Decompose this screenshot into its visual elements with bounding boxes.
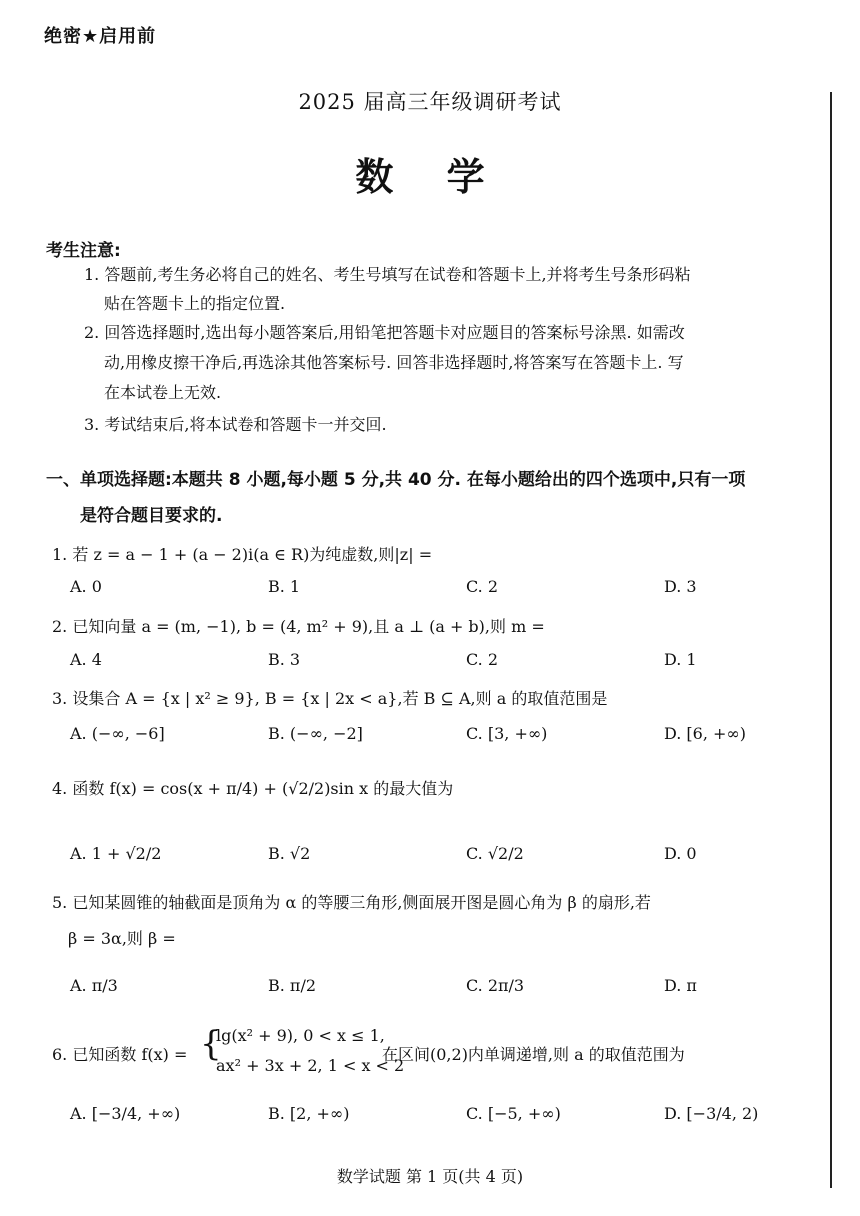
secret-mark: 绝密★启用前 bbox=[44, 26, 157, 47]
margin-line bbox=[830, 92, 832, 1188]
question-3-option-b[interactable]: B. (−∞, −2] bbox=[268, 724, 363, 743]
question-3-option-d[interactable]: D. [6, +∞) bbox=[664, 724, 746, 743]
question-5-option-b[interactable]: B. π/2 bbox=[268, 976, 317, 995]
question-1-option-b[interactable]: B. 1 bbox=[268, 577, 301, 596]
question-1-option-d[interactable]: D. 3 bbox=[664, 577, 697, 596]
question-6-option-a[interactable]: A. [−3/4, +∞) bbox=[70, 1104, 181, 1123]
question-5-stem-line-2: β = 3α,则 β = bbox=[68, 929, 176, 948]
question-2-option-c[interactable]: C. 2 bbox=[466, 650, 499, 669]
question-6-stem-prefix: 6. 已知函数 f(x) = bbox=[52, 1045, 188, 1064]
question-6-option-c[interactable]: C. [−5, +∞) bbox=[466, 1104, 561, 1123]
section-heading-line-2: 是符合题目要求的. bbox=[80, 506, 223, 526]
question-5-option-c[interactable]: C. 2π/3 bbox=[466, 976, 525, 995]
question-3-option-a[interactable]: A. (−∞, −6] bbox=[70, 724, 165, 743]
question-1-option-c[interactable]: C. 2 bbox=[466, 577, 499, 596]
question-4-option-a[interactable]: A. 1 + √2/2 bbox=[70, 844, 162, 863]
question-6-case-1: lg(x² + 9), 0 < x ≤ 1, bbox=[216, 1026, 385, 1045]
note-2-line-2: 动,用橡皮擦干净后,再选涂其他答案标号. 回答非选择题时,将答案写在答题卡上. 写 bbox=[104, 353, 684, 372]
page-footer: 数学试题 第 1 页(共 4 页) bbox=[336, 1167, 524, 1186]
note-2-line-3: 在本试卷上无效. bbox=[104, 383, 222, 402]
question-4-stem: 4. 函数 f(x) = cos(x + π/4) + (√2/2)sin x 的最大值为 bbox=[52, 779, 454, 798]
question-4-option-b[interactable]: B. √2 bbox=[268, 844, 311, 863]
note-3: 3. 考试结束后,将本试卷和答题卡一并交回. bbox=[84, 415, 387, 434]
exam-title: 2025 届高三年级调研考试 bbox=[298, 90, 562, 114]
section-heading-line-1: 一、单项选择题:本题共 8 小题,每小题 5 分,共 40 分. 在每小题给出的四个选项中,只有一项 bbox=[46, 470, 746, 490]
notes-title: 考生注意: bbox=[46, 241, 121, 261]
question-2-option-a[interactable]: A. 4 bbox=[70, 650, 102, 669]
question-2-stem: 2. 已知向量 a = (m, −1), b = (4, m² + 9),且 a ⊥ (a + b),则 m = bbox=[52, 617, 545, 636]
question-6-stem-suffix: 在区间(0,2)内单调递增,则 a 的取值范围为 bbox=[382, 1045, 685, 1064]
question-4-option-c[interactable]: C. √2/2 bbox=[466, 844, 524, 863]
question-5-option-a[interactable]: A. π/3 bbox=[70, 976, 118, 995]
question-1-option-a[interactable]: A. 0 bbox=[70, 577, 102, 596]
note-2-line-1: 2. 回答选择题时,选出每小题答案后,用铅笔把答题卡对应题目的答案标号涂黑. 如需改 bbox=[84, 323, 685, 342]
question-2-option-b[interactable]: B. 3 bbox=[268, 650, 301, 669]
question-1-stem: 1. 若 z = a − 1 + (a − 2)i(a ∈ R)为纯虚数,则|z| = bbox=[52, 545, 433, 564]
question-4-option-d[interactable]: D. 0 bbox=[664, 844, 697, 863]
piecewise-brace: { bbox=[200, 1024, 222, 1064]
question-6-case-2: ax² + 3x + 2, 1 < x < 2 bbox=[216, 1056, 405, 1075]
question-2-option-d[interactable]: D. 1 bbox=[664, 650, 697, 669]
question-5-option-d[interactable]: D. π bbox=[664, 976, 697, 995]
question-5-stem-line-1: 5. 已知某圆锥的轴截面是顶角为 α 的等腰三角形,侧面展开图是圆心角为 β 的扇形,若 bbox=[52, 893, 651, 912]
note-1-line-2: 贴在答题卡上的指定位置. bbox=[104, 294, 286, 313]
question-6-option-b[interactable]: B. [2, +∞) bbox=[268, 1104, 350, 1123]
subject-title: 数 学 bbox=[355, 154, 505, 199]
question-3-stem: 3. 设集合 A = {x | x² ≥ 9}, B = {x | 2x < a},若 B ⊆ A,则 a 的取值范围是 bbox=[52, 689, 608, 708]
note-1-line-1: 1. 答题前,考生务必将自己的姓名、考生号填写在试卷和答题卡上,并将考生号条形码粘 bbox=[84, 265, 691, 284]
question-3-option-c[interactable]: C. [3, +∞) bbox=[466, 724, 548, 743]
question-6-option-d[interactable]: D. [−3/4, 2) bbox=[664, 1104, 759, 1123]
